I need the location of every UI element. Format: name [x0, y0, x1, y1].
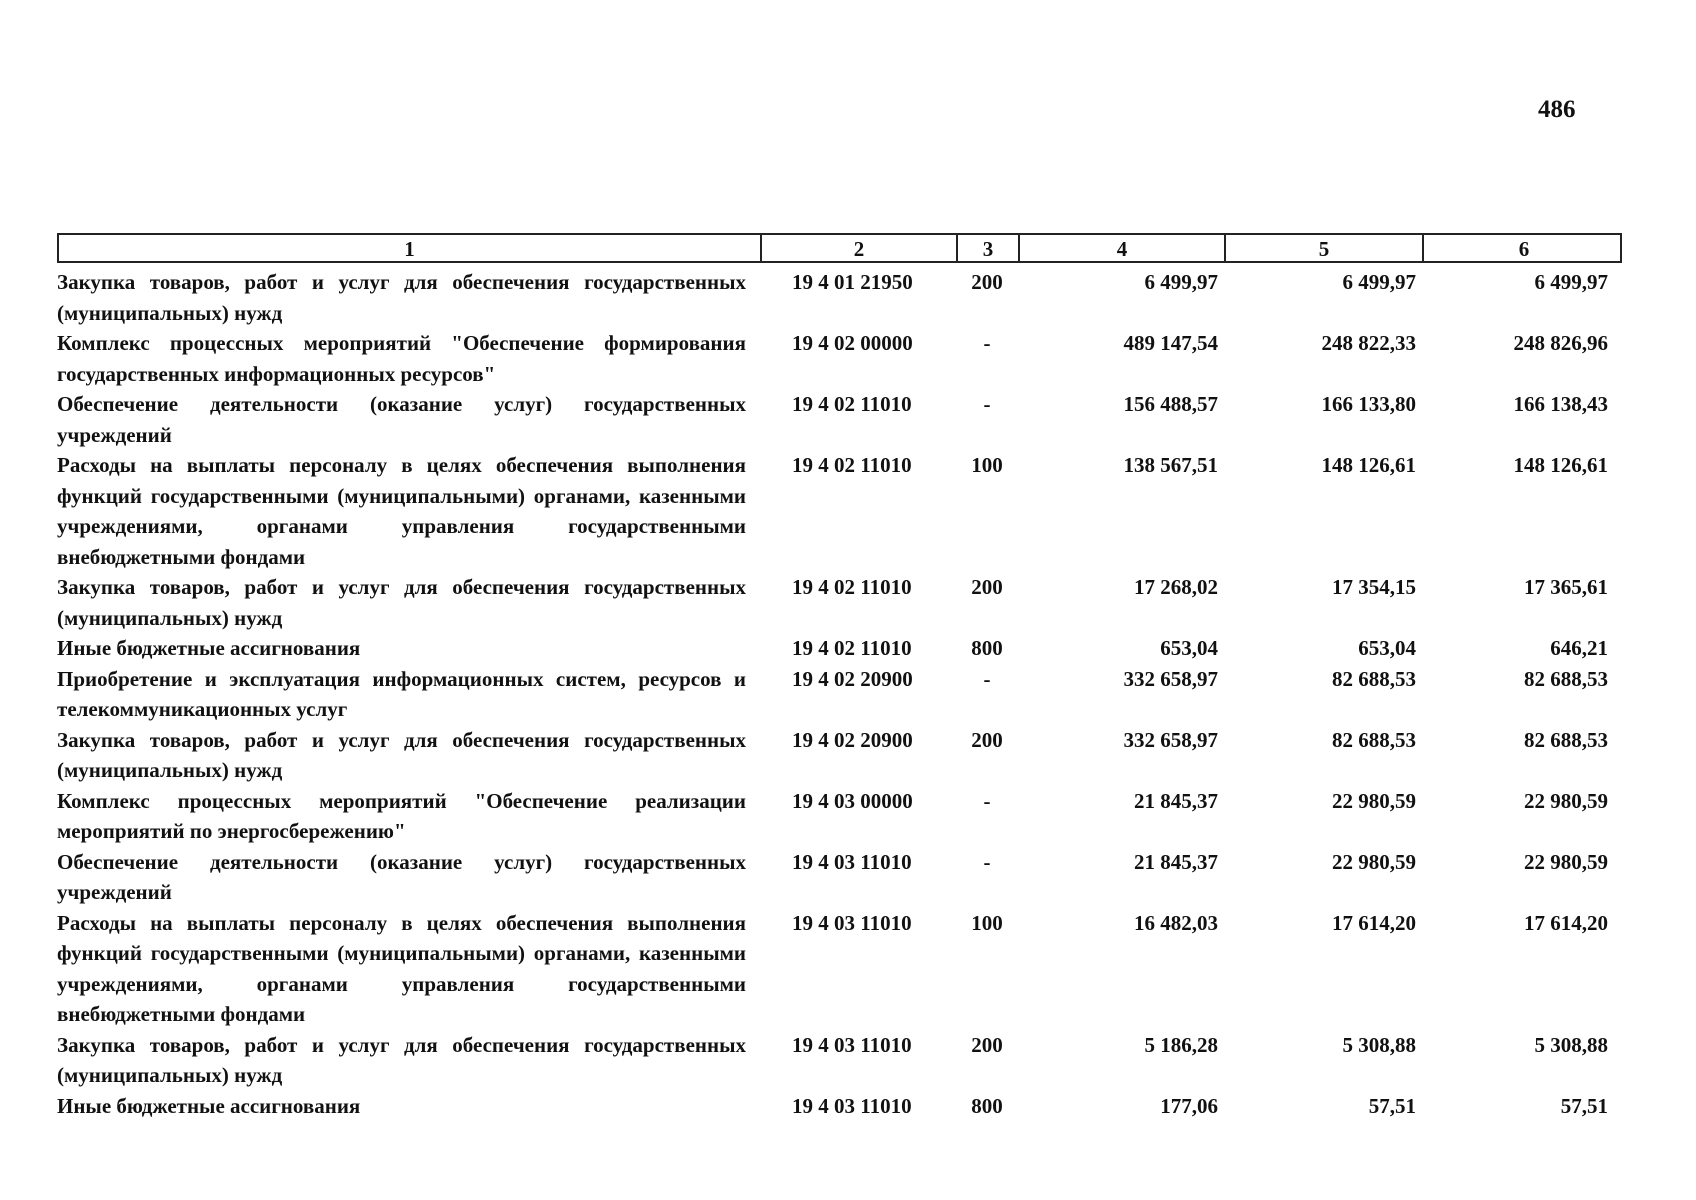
row-value-col5: 17 614,20 [1332, 910, 1416, 935]
row-value-col6: 248 826,96 [1513, 331, 1608, 355]
row-expense-type: 800 [971, 1093, 1003, 1118]
row-value-col6: 57,51 [1560, 1093, 1608, 1118]
table-row [57, 389, 1622, 450]
row-expense-type: - [983, 788, 991, 813]
row-value-col4: 156 488,57 [1123, 392, 1218, 416]
row-name: Иные бюджетные ассигнования [57, 1093, 361, 1118]
row-value-col4: 653,04 [1160, 636, 1218, 660]
row-code: 19 4 03 11010 [792, 910, 912, 935]
row-value-col4: 16 482,03 [1134, 910, 1218, 935]
row-value-col5: 17 354,15 [1332, 575, 1416, 599]
table-header-row [57, 233, 1622, 263]
table-row [57, 572, 1622, 633]
table-row [57, 664, 1622, 725]
row-expense-type: 800 [971, 636, 1003, 660]
row-expense-type: 200 [971, 575, 1003, 599]
row-expense-type: - [983, 331, 991, 355]
table-row [57, 328, 1622, 389]
row-value-col6: 166 138,43 [1513, 392, 1608, 416]
row-name: Закупка товаров, работ и услуг для обеспечения государственных (муниципальных) нужд [57, 727, 746, 782]
table-row [57, 450, 1622, 572]
table-row [57, 633, 1622, 664]
row-value-col5: 57,51 [1368, 1093, 1416, 1118]
row-value-col5: 6 499,97 [1342, 270, 1416, 294]
row-value-col5: 22 980,59 [1332, 788, 1416, 813]
row-value-col6: 148 126,61 [1513, 453, 1608, 477]
row-code: 19 4 03 11010 [792, 1093, 912, 1118]
header-cell-2: 2 [762, 235, 958, 263]
row-code: 19 4 02 11010 [792, 392, 912, 416]
row-value-col4: 5 186,28 [1144, 1032, 1218, 1057]
table-row [57, 1091, 1622, 1122]
row-value-col5: 82 688,53 [1332, 727, 1416, 752]
row-value-col6: 6 499,97 [1534, 270, 1608, 294]
row-code: 19 4 02 11010 [792, 453, 912, 477]
row-value-col6: 17 365,61 [1524, 575, 1608, 599]
row-value-col4: 489 147,54 [1123, 331, 1218, 355]
row-value-col4: 332 658,97 [1123, 666, 1218, 691]
row-code: 19 4 03 00000 [792, 788, 913, 813]
header-cell-1: 1 [59, 235, 762, 263]
row-code: 19 4 02 00000 [792, 331, 913, 355]
row-value-col4: 332 658,97 [1123, 727, 1218, 752]
row-expense-type: - [983, 849, 991, 874]
row-code: 19 4 03 11010 [792, 849, 912, 874]
header-cell-4: 4 [1020, 235, 1226, 263]
row-expense-type: - [983, 392, 991, 416]
table-row [57, 908, 1622, 1030]
row-name: Приобретение и эксплуатация информационных систем, ресурсов и телекоммуникационных услуг [57, 666, 746, 721]
row-name: Расходы на выплаты персоналу в целях обеспечения выполнения функций государственными (муниципальными) органами, казенными учреждениями, органами управления государственными внебюджетными фондами [57, 453, 746, 569]
row-value-col5: 22 980,59 [1332, 849, 1416, 874]
row-value-col6: 22 980,59 [1524, 849, 1608, 874]
row-expense-type: 100 [971, 453, 1003, 477]
row-value-col4: 21 845,37 [1134, 849, 1218, 874]
table-row [57, 847, 1622, 908]
row-value-col4: 177,06 [1160, 1093, 1218, 1118]
row-value-col5: 82 688,53 [1332, 666, 1416, 691]
row-name: Закупка товаров, работ и услуг для обеспечения государственных (муниципальных) нужд [57, 1032, 746, 1087]
row-name: Закупка товаров, работ и услуг для обеспечения государственных (муниципальных) нужд [57, 270, 746, 325]
row-name: Обеспечение деятельности (оказание услуг) государственных учреждений [57, 849, 746, 904]
row-value-col5: 5 308,88 [1342, 1032, 1416, 1057]
row-name: Иные бюджетные ассигнования [57, 636, 361, 660]
table-row [57, 1030, 1622, 1091]
header-cell-3: 3 [958, 235, 1020, 263]
row-code: 19 4 02 11010 [792, 636, 912, 660]
row-value-col5: 653,04 [1358, 636, 1416, 660]
header-cell-5: 5 [1226, 235, 1424, 263]
row-code: 19 4 02 20900 [792, 666, 913, 691]
row-value-col6: 17 614,20 [1524, 910, 1608, 935]
table-row [57, 725, 1622, 786]
row-value-col5: 148 126,61 [1321, 453, 1416, 477]
row-expense-type: 200 [971, 727, 1003, 752]
row-value-col6: 646,21 [1550, 636, 1608, 660]
table-row [57, 786, 1622, 847]
budget-table [57, 233, 1622, 1121]
row-code: 19 4 01 21950 [792, 270, 913, 294]
table-body [57, 267, 1622, 1121]
header-cell-6: 6 [1518, 237, 1530, 261]
row-value-col6: 82 688,53 [1524, 727, 1608, 752]
row-value-col4: 21 845,37 [1134, 788, 1218, 813]
row-value-col4: 17 268,02 [1134, 575, 1218, 599]
table-row [57, 267, 1622, 328]
row-name: Обеспечение деятельности (оказание услуг) государственных учреждений [57, 392, 746, 447]
row-value-col6: 22 980,59 [1524, 788, 1608, 813]
row-value-col5: 248 822,33 [1321, 331, 1416, 355]
row-value-col5: 166 133,80 [1321, 392, 1416, 416]
row-value-col4: 6 499,97 [1144, 270, 1218, 294]
row-name: Закупка товаров, работ и услуг для обеспечения государственных (муниципальных) нужд [57, 575, 746, 630]
row-expense-type: - [983, 666, 991, 691]
row-name: Комплекс процессных мероприятий "Обеспечение реализации мероприятий по энергосбережению" [57, 788, 746, 843]
row-value-col4: 138 567,51 [1123, 453, 1218, 477]
page-number: 486 [1538, 96, 1576, 123]
row-code: 19 4 02 20900 [792, 727, 913, 752]
row-code: 19 4 02 11010 [792, 575, 912, 599]
row-value-col6: 82 688,53 [1524, 666, 1608, 691]
row-name: Комплекс процессных мероприятий "Обеспечение формирования государственных информационных ресурсов" [57, 331, 746, 386]
row-expense-type: 100 [971, 910, 1003, 935]
row-value-col6: 5 308,88 [1534, 1032, 1608, 1057]
row-expense-type: 200 [971, 1032, 1003, 1057]
row-code: 19 4 03 11010 [792, 1032, 912, 1057]
row-expense-type: 200 [971, 270, 1003, 294]
row-name: Расходы на выплаты персоналу в целях обеспечения выполнения функций государственными (муниципальными) органами, казенными учреждениями, органами управления государственными внебюджетными фондами [57, 910, 746, 1026]
